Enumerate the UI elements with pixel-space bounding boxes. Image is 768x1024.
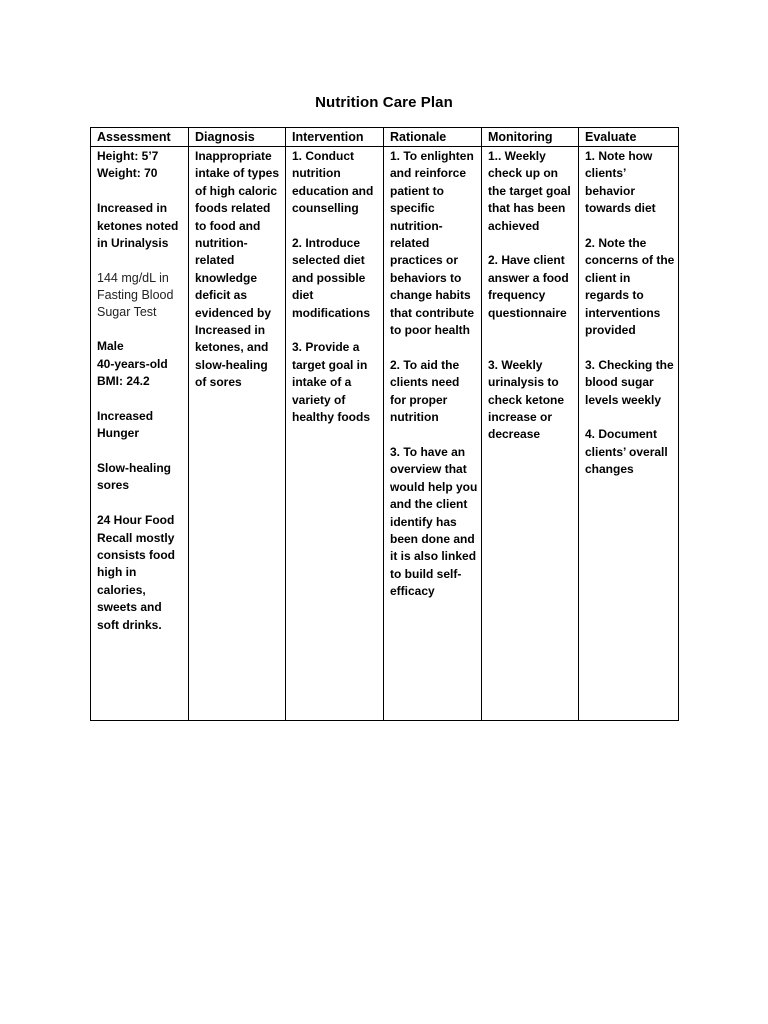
header-intervention: Intervention <box>286 128 384 147</box>
rationale-cell <box>384 147 482 721</box>
assessment-height: Height: 5’7 <box>97 149 159 163</box>
table-row <box>91 147 679 721</box>
header-rationale: Rationale <box>384 128 482 147</box>
header-row <box>91 128 679 147</box>
diagnosis-statement: Inappropriate intake of types of high caloric foods related to food and nutrition-related knowledge deficit as evidenced by Increased in ketones, and slow-healing of sores <box>195 149 280 390</box>
rationale-item-2: 2. To aid the clients need for proper nutrition <box>390 357 460 425</box>
header-assessment: Assessment <box>91 128 189 147</box>
assessment-bmi: BMI: 24.2 <box>97 374 150 389</box>
rationale-item-3: 3. To have an overview that would help you and the client identify has been done and it is also linked to build self-efficacy <box>390 444 478 599</box>
monitoring-item-3: 3. Weekly urinalysis to check ketone increase or decrease <box>488 357 565 442</box>
assessment-food-recall: 24 Hour Food Recall mostly consists food high in calories, sweets and soft drinks. <box>97 513 176 632</box>
assessment-cell <box>91 147 189 721</box>
assessment-sores: Slow-healing sores <box>97 461 172 493</box>
evaluate-item-3: 3. Checking the blood sugar levels weekly <box>585 357 674 407</box>
evaluate-item-1: 1. Note how clients’ behavior towards diet <box>585 149 656 216</box>
assessment-weight: Weight: 70 <box>97 166 158 181</box>
monitoring-item-1: 1.. Weekly check up on the target goal that has been achieved <box>488 149 571 233</box>
evaluate-item-2: 2. Note the concerns of the client in regards to interventions provided <box>585 236 675 338</box>
monitoring-cell <box>482 147 579 721</box>
header-monitoring: Monitoring <box>482 128 579 147</box>
assessment-age: 40-years-old <box>97 356 168 371</box>
assessment-hunger: Increased Hunger <box>97 408 154 441</box>
intervention-item-1: 1. Conduct nutrition education and counselling <box>292 149 374 216</box>
evaluate-item-4: 4. Document clients’ overall changes <box>585 427 668 477</box>
assessment-ketones: Increased in ketones noted in Urinalysis <box>97 201 179 251</box>
intervention-item-2: 2. Introduce selected diet and possible diet modifications <box>292 236 371 320</box>
assessment-sex: Male <box>97 339 124 354</box>
evaluate-cell <box>579 147 679 721</box>
header-evaluate: Evaluate <box>579 128 679 147</box>
assessment-blood-sugar: 144 mg/dL in Fasting Blood Sugar Test <box>97 270 174 319</box>
monitoring-item-2: 2. Have client answer a food frequency questionnaire <box>488 253 569 320</box>
header-diagnosis: Diagnosis <box>189 128 286 147</box>
rationale-item-1: 1. To enlighten and reinforce patient to specific nutrition-related practices or behaviors to change habits that contribute to poor health <box>390 149 474 338</box>
intervention-cell <box>286 147 384 721</box>
intervention-item-3: 3. Provide a target goal in intake of a variety of healthy foods <box>292 340 371 425</box>
diagnosis-cell <box>189 147 286 721</box>
care-plan-table <box>90 127 679 721</box>
document-title: Nutrition Care Plan <box>315 94 453 111</box>
